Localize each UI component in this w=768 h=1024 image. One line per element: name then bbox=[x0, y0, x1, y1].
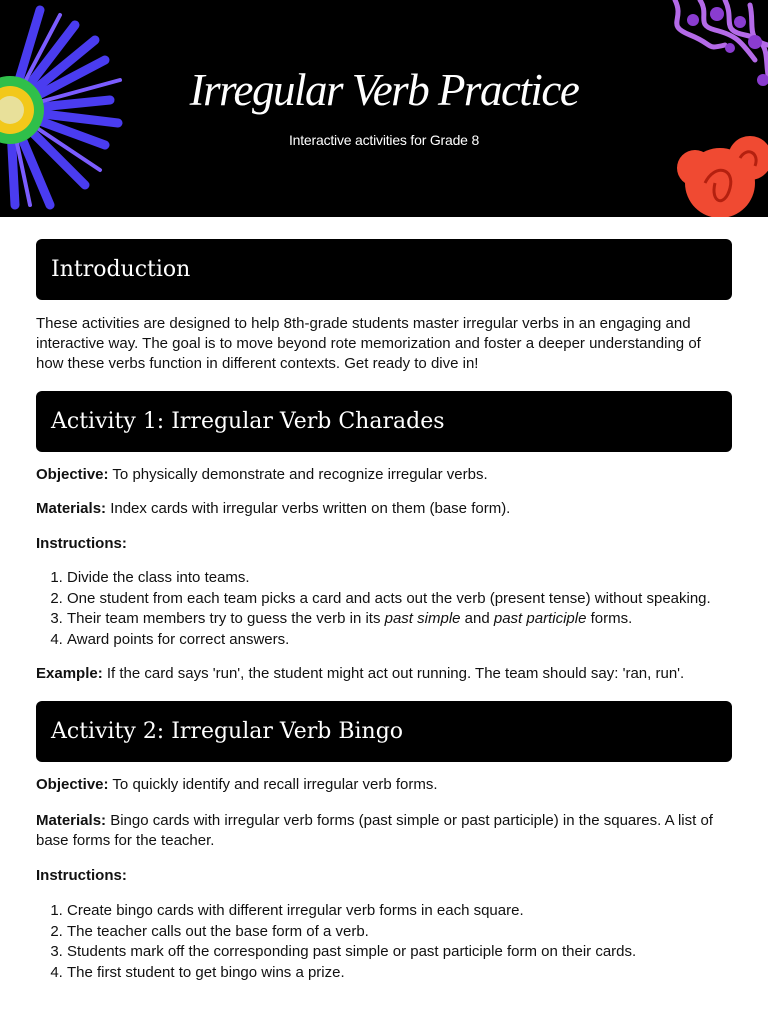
instructions-label: Instructions: bbox=[36, 535, 127, 552]
section-heading-banner bbox=[36, 239, 732, 300]
list-item: 4. The first student to get bingo wins a prize. bbox=[67, 963, 732, 984]
objective-label: Objective: bbox=[36, 466, 109, 483]
materials-paragraph bbox=[36, 499, 732, 519]
instructions-list bbox=[36, 568, 732, 650]
materials-label: Materials: bbox=[36, 500, 107, 517]
list-item: 3. Students mark off the corresponding past simple or past participle form on their cards. bbox=[67, 942, 732, 963]
example-paragraph bbox=[36, 664, 732, 684]
objective-paragraph bbox=[36, 465, 732, 485]
introduction-section bbox=[36, 239, 732, 374]
objective-label: Objective: bbox=[36, 776, 109, 793]
example-text: If the card says 'run', the student might act out running. The team should say: 'ran, run'. bbox=[102, 665, 685, 682]
materials-label: Materials: bbox=[36, 812, 107, 829]
section-heading-banner bbox=[36, 391, 732, 452]
section-heading: Introduction bbox=[51, 257, 191, 282]
activity2-section bbox=[36, 701, 732, 983]
list-item: 1. Create bingo cards with different irregular verb forms in each square. bbox=[67, 901, 732, 922]
activity1-section bbox=[36, 391, 732, 684]
section-heading: Activity 1: Irregular Verb Charades bbox=[51, 409, 445, 434]
objective-paragraph bbox=[36, 775, 732, 795]
materials-text: Index cards with irregular verbs written on them (base form). bbox=[106, 500, 511, 517]
page-title: Irregular Verb Practice bbox=[189, 65, 579, 115]
list-item: 4. Award points for correct answers. bbox=[67, 630, 732, 651]
page-subtitle: Interactive activities for Grade 8 bbox=[288, 132, 480, 148]
section-heading: Activity 2: Irregular Verb Bingo bbox=[51, 719, 404, 744]
materials-paragraph bbox=[36, 811, 732, 851]
header-banner bbox=[0, 0, 768, 217]
introduction-text: These activities are designed to help 8th-grade students master irregular verbs in an engaging and interactive way. The goal is to move beyond rote memorization and foster a deeper understanding of how these verbs function in different contexts. Get ready to dive in! bbox=[36, 315, 701, 372]
section-heading-banner bbox=[36, 701, 732, 762]
list-item: 2. The teacher calls out the base form of a verb. bbox=[67, 922, 732, 943]
example-label: Example: bbox=[36, 665, 103, 682]
list-item: 1. Divide the class into teams. bbox=[67, 568, 732, 589]
list-item: 3. Their team members try to guess the verb in its past simple and past participle forms. bbox=[67, 609, 732, 630]
objective-text: To quickly identify and recall irregular verb forms. bbox=[108, 776, 438, 793]
objective-text: To physically demonstrate and recognize irregular verbs. bbox=[108, 466, 488, 483]
instructions-list bbox=[36, 901, 732, 983]
list-item: 2. One student from each team picks a card and acts out the verb (present tense) without speaking. bbox=[67, 589, 732, 610]
instructions-label: Instructions: bbox=[36, 867, 127, 884]
materials-text: Bingo cards with irregular verb forms (past simple or past participle) in the squares. A list of base forms for the teacher. bbox=[36, 812, 713, 849]
main-content bbox=[36, 239, 732, 983]
